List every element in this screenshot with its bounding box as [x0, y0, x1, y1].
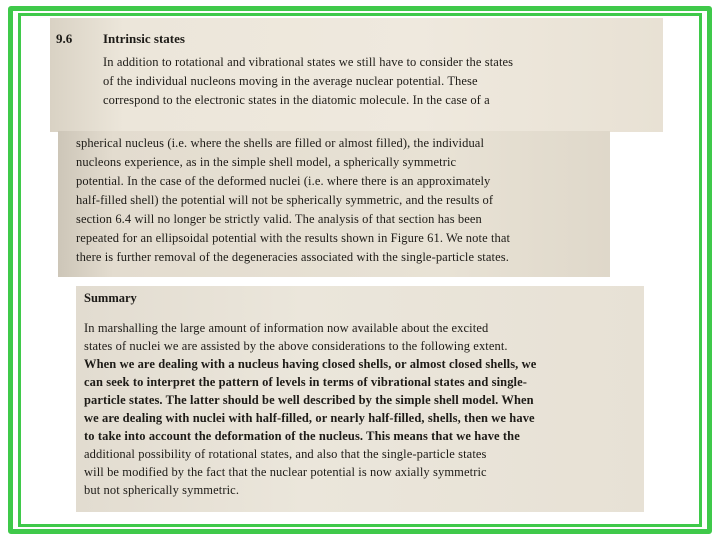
text-line: spherical nucleus (i.e. where the shells are filled or almost filled), the individual	[76, 136, 485, 150]
section-number: 9.6	[56, 31, 73, 46]
text-line: half-filled shell) the potential will not be spherically symmetric, and the results of	[76, 193, 494, 207]
text-line: When we are dealing with a nucleus having closed shells, or almost closed shells, we	[84, 357, 537, 371]
scan-excerpt-deformed-nuclei	[58, 131, 610, 277]
text-line: In addition to rotational and vibrational states we still have to consider the states	[103, 55, 514, 69]
text-line: of the individual nucleons moving in the average nuclear potential. These	[103, 74, 478, 88]
text-line: In marshalling the large amount of information now available about the excited	[84, 321, 489, 335]
text-line: we are dealing with nuclei with half-filled, or nearly half-filled, shells, then we have	[84, 411, 535, 425]
text-line: states of nuclei we are assisted by the above considerations to the following extent.	[84, 339, 508, 353]
text-line: there is further removal of the degeneracies associated with the single-particle states.	[76, 250, 509, 264]
scan-excerpt-summary	[76, 286, 644, 512]
text-line: section 6.4 will no longer be strictly valid. The analysis of that section has been	[76, 212, 482, 226]
text-line: will be modified by the fact that the nuclear potential is now axially symmetric	[84, 465, 487, 479]
summary-heading: Summary	[84, 291, 137, 305]
scan-excerpt-intrinsic-states	[50, 18, 663, 132]
text-line: to take into account the deformation of the nucleus. This means that we have the	[84, 429, 520, 443]
text-line: but not spherically symmetric.	[84, 483, 240, 497]
text-line: additional possibility of rotational states, and also that the single-particle states	[84, 447, 487, 461]
section-title: Intrinsic states	[103, 31, 185, 46]
text-line: nucleons experience, as in the simple shell model, a spherically symmetric	[76, 155, 457, 169]
text-line: repeated for an ellipsoidal potential with the results shown in Figure 61. We note that	[76, 231, 511, 245]
text-line: can seek to interpret the pattern of levels in terms of vibrational states and single-	[84, 375, 528, 389]
text-line: correspond to the electronic states in the diatomic molecule. In the case of a	[103, 93, 490, 107]
text-line: potential. In the case of the deformed nuclei (i.e. where there is an approximately	[76, 174, 491, 188]
text-line: particle states. The latter should be well described by the simple shell model. When	[84, 393, 534, 407]
